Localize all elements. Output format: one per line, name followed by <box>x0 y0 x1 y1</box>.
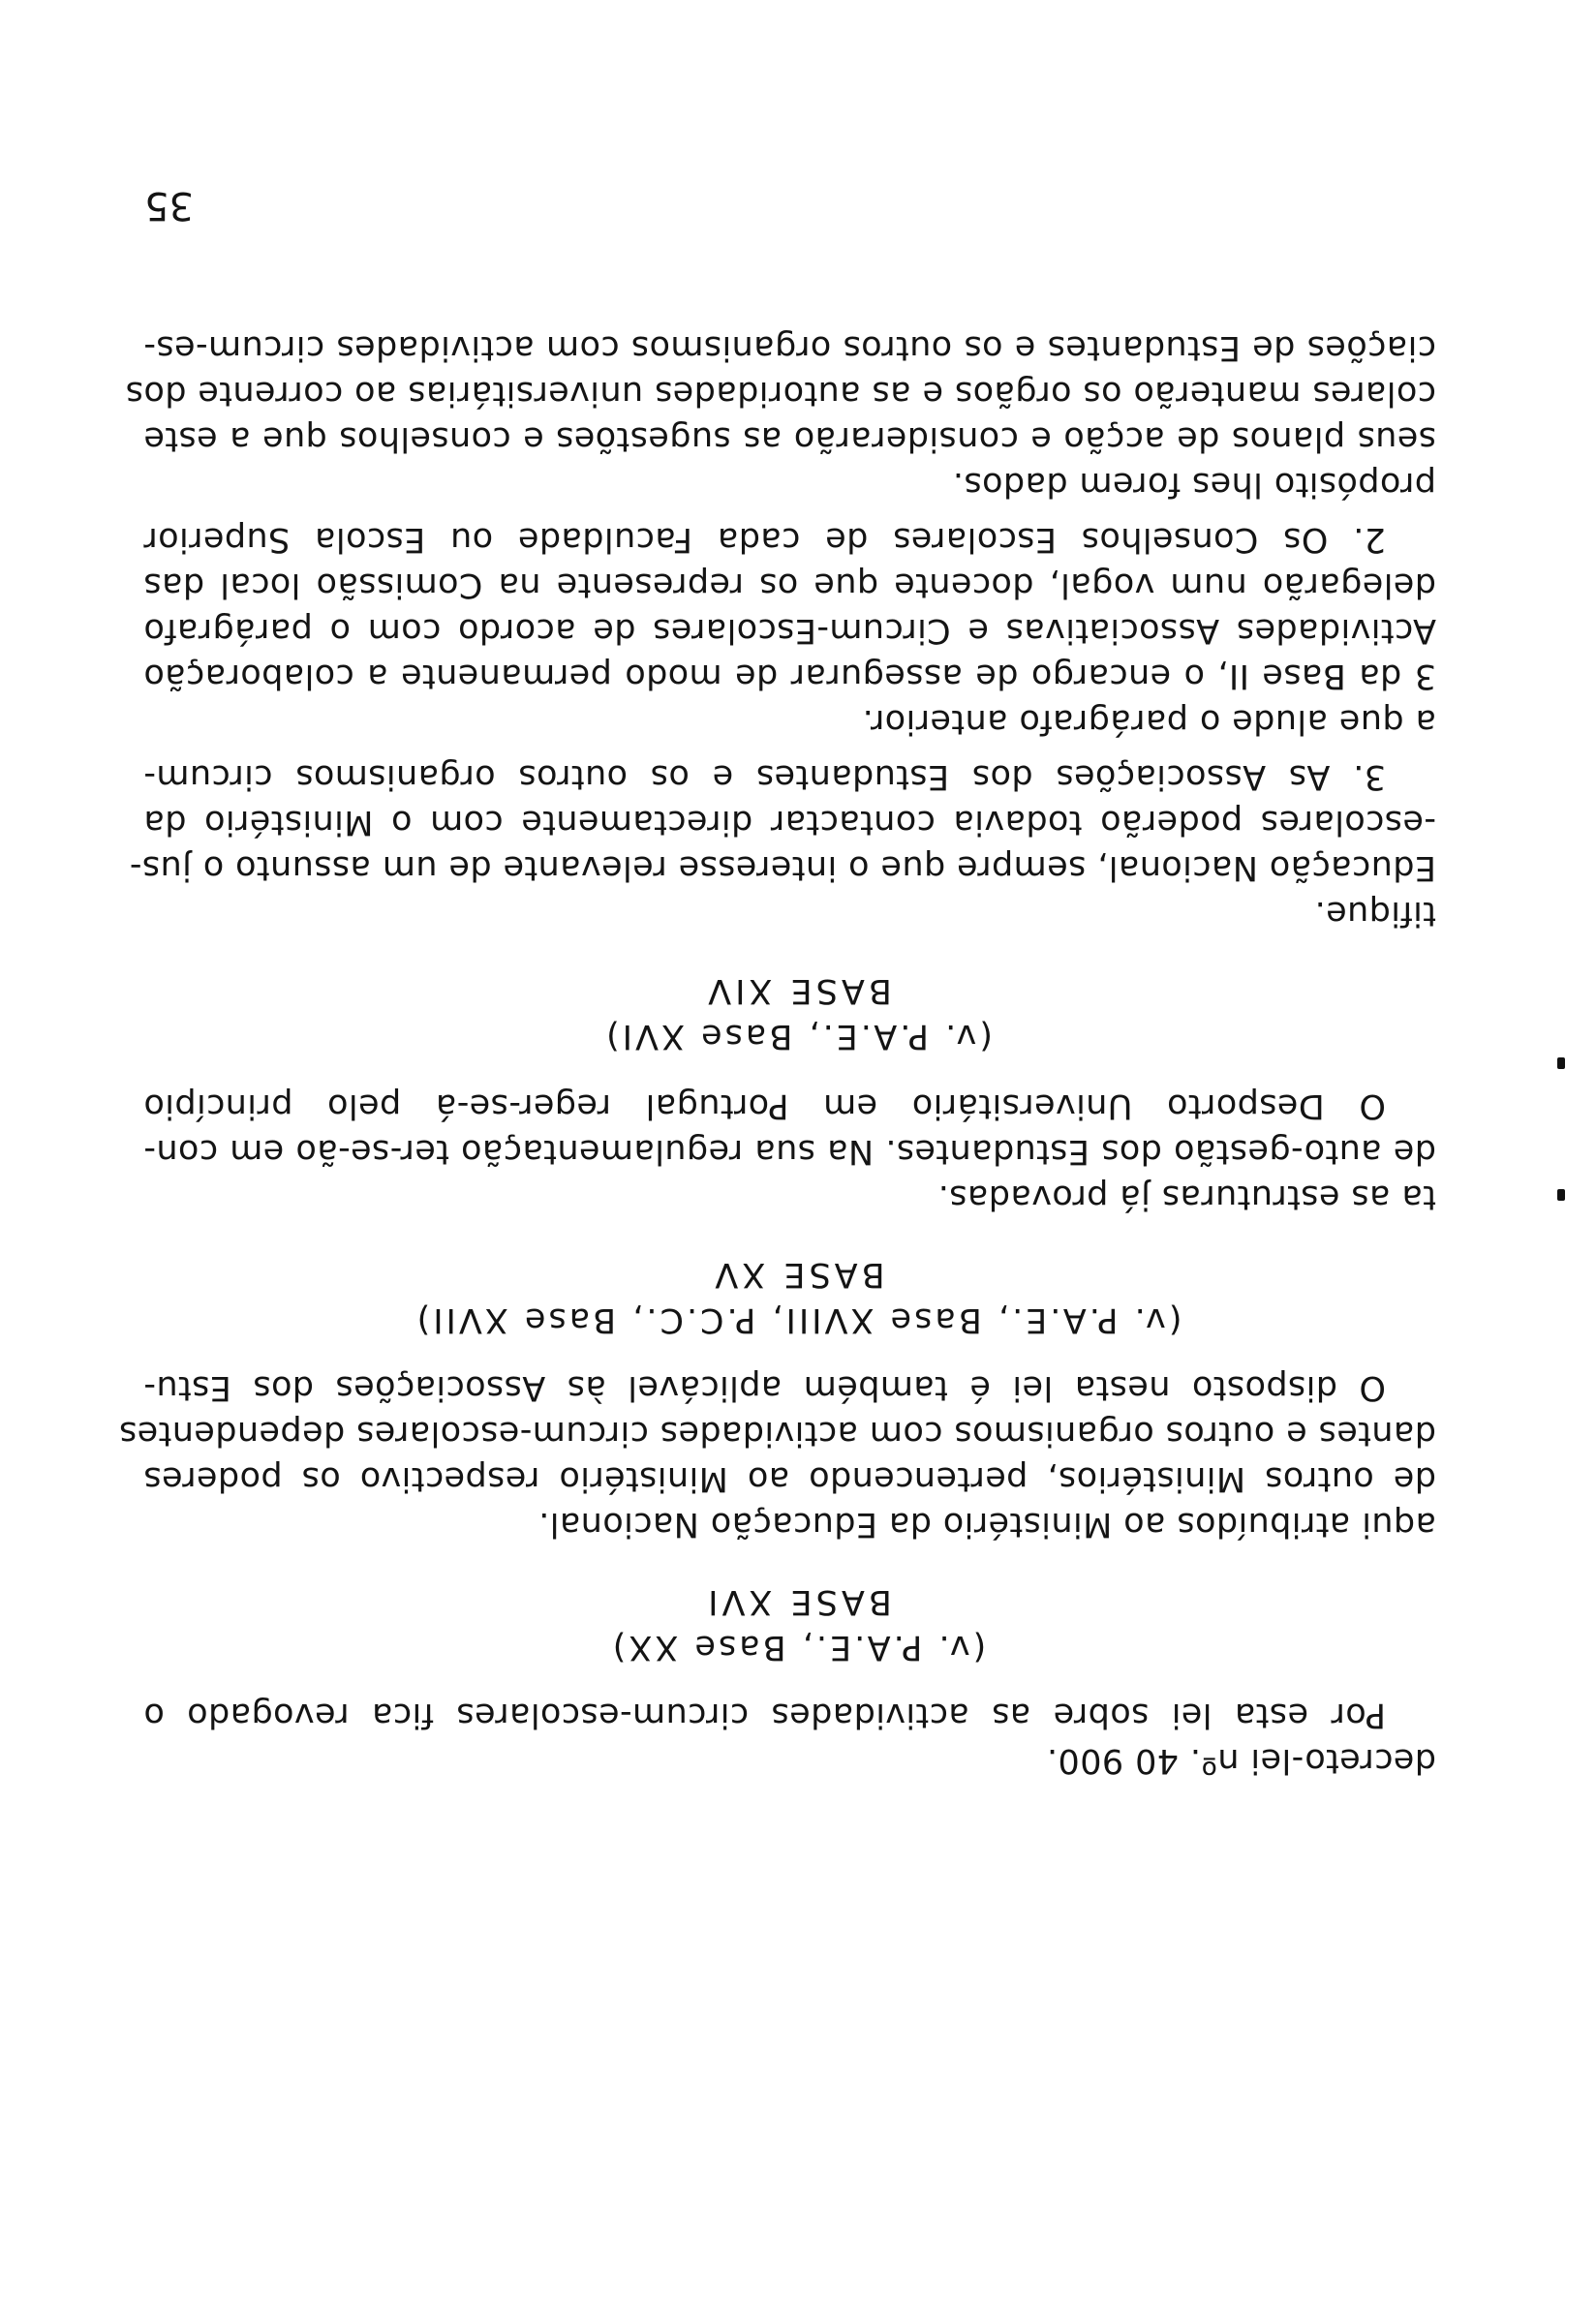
base-xiv-line-1: O Desporto Universitário em Portugal reger-se-á pelo princípio <box>143 1086 1386 1125</box>
paragraph-2-line-4: 3 da Base II, o encargo de assegurar de modo permanente a colaboração <box>143 657 1436 695</box>
paragraph-3-line-4: tifique. <box>1314 894 1436 933</box>
paragraph-3-line-2: -escolares poderão todavia contactar directamente com o Ministério da <box>143 803 1436 841</box>
paragraph-3-line-3: Educação Nacional, sempre que o interesse relevante de um assunto o jus- <box>129 848 1436 887</box>
paragraph-3-line-1: 3. As Associações dos Estudantes e os outros organismos circum- <box>143 757 1386 796</box>
paragraph-1-line-2: colares manterão os orgãos e as autoridades universitárias ao corrente dos <box>125 374 1436 413</box>
scan-mark <box>1557 1057 1565 1069</box>
base-xiv-line-3: ta as estruturas já provadas. <box>937 1177 1436 1216</box>
base-xv-title: BASE XV <box>711 1255 885 1294</box>
base-xvi-line-2: decreto-lei nº. 40 900. <box>1046 1741 1436 1780</box>
base-xvi-line-1: Por esta lei sobre as actividades circum-escolares fica revogado o <box>143 1696 1386 1734</box>
paragraph-1-line-3: seus planos de acção e considerarão as sugestões e conselhos que a este <box>143 419 1436 458</box>
base-xv-reference: (v. P.A.E., Base XVIII, P.C.C., Base XVII) <box>414 1300 1182 1339</box>
base-xvi-title: BASE XVI <box>704 1582 892 1621</box>
base-xiv-line-2: de auto-gestão dos Estudantes. Na sua regulamentação ter-se-ão em con- <box>143 1132 1436 1171</box>
base-xv-line-3: de outros Ministérios, pertencendo ao Ministério respectivo os poderes <box>143 1459 1436 1498</box>
paragraph-1-line-1: ciações de Estudantes e os outros organismos com actividades circum-es- <box>143 328 1436 367</box>
base-xv-line-2: dantes e outros organismos com actividades circum-escolares dependentes <box>118 1414 1436 1452</box>
base-xiv-title: BASE XIV <box>704 971 892 1010</box>
paragraph-1-line-4: propósito lhes forem dados. <box>952 465 1436 504</box>
base-xv-line-1: O disposto nesta lei é também aplicável às Associações dos Estu- <box>143 1368 1386 1407</box>
base-xvi-reference: (v. P.A.E., Base XX) <box>609 1628 987 1667</box>
scan-mark <box>1557 1189 1565 1201</box>
page-number: 35 <box>144 183 194 228</box>
paragraph-2-line-1: 2. Os Conselhos Escolares de cada Faculdade ou Escola Superior <box>143 520 1386 559</box>
paragraph-2-line-3: Actividades Associativas e Circum-Escolares de acordo com o parágrafo <box>143 611 1436 650</box>
paragraph-2-line-2: delegarão num vogal, docente que os represente na Comissão local das <box>143 566 1436 604</box>
paragraph-2-line-5: a que alude o parágrafo anterior. <box>862 702 1436 741</box>
base-xiv-reference: (v. P.A.E., Base XVI) <box>603 1017 993 1055</box>
base-xv-line-4: aqui atribuídos ao Ministério da Educação Nacional. <box>537 1505 1436 1544</box>
